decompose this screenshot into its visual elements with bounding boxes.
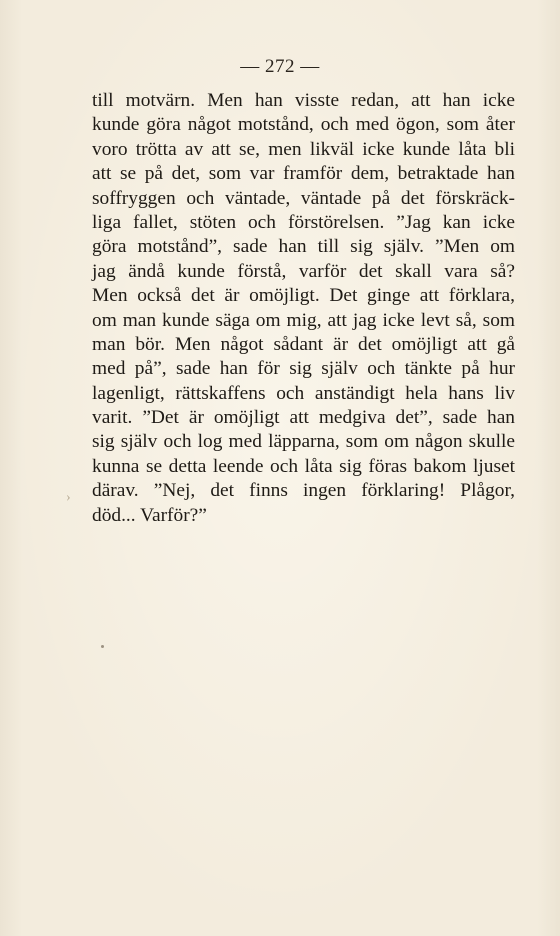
- text-line: sig själv och log med läpparna, som om någon skulle: [92, 431, 515, 453]
- text-line: med på”, sade han för sig själv och tänkte på hur: [92, 358, 515, 380]
- paper-speck: [101, 645, 104, 648]
- text-line: om man kunde säga om mig, att jag icke levt så, som: [92, 309, 515, 331]
- text-line: liga fallet, stöten och förstörelsen. ”Jag kan icke: [92, 211, 515, 233]
- text-line: göra motstånd”, sade han till sig själv. ”Men om: [92, 236, 515, 258]
- text-line: lagenligt, rättskaffens och anständigt hela hans liv: [92, 382, 515, 404]
- text-line: därav. ”Nej, det finns ingen förklaring! Plågor,: [92, 480, 515, 502]
- text-line-last: död... Varför?”: [92, 504, 207, 526]
- body-text: [92, 89, 515, 528]
- text-line: voro trötta av att se, men likväl icke kunde låta bli: [92, 138, 515, 160]
- text-line: Men också det är omöjligt. Det ginge att förklara,: [92, 285, 515, 307]
- text-line: att se på det, som var framför dem, betraktade han: [92, 163, 515, 185]
- text-line: kunde göra något motstånd, och med ögon, som åter: [92, 114, 515, 136]
- page-number: — 272 —: [240, 56, 320, 77]
- text-line: varit. ”Det är omöjligt att medgiva det”, sade han: [92, 407, 515, 429]
- text-line: soffryggen och väntade, väntade på det förskräck-: [92, 187, 515, 209]
- text-line: man bör. Men något sådant är det omöjligt att gå: [92, 333, 515, 355]
- margin-mark: ›: [66, 490, 71, 505]
- text-line: till motvärn. Men han visste redan, att han icke: [92, 90, 515, 111]
- text-line: kunna se detta leende och låta sig föras bakom ljuset: [92, 455, 515, 477]
- text-line: jag ändå kunde förstå, varför det skall vara så?: [92, 260, 515, 282]
